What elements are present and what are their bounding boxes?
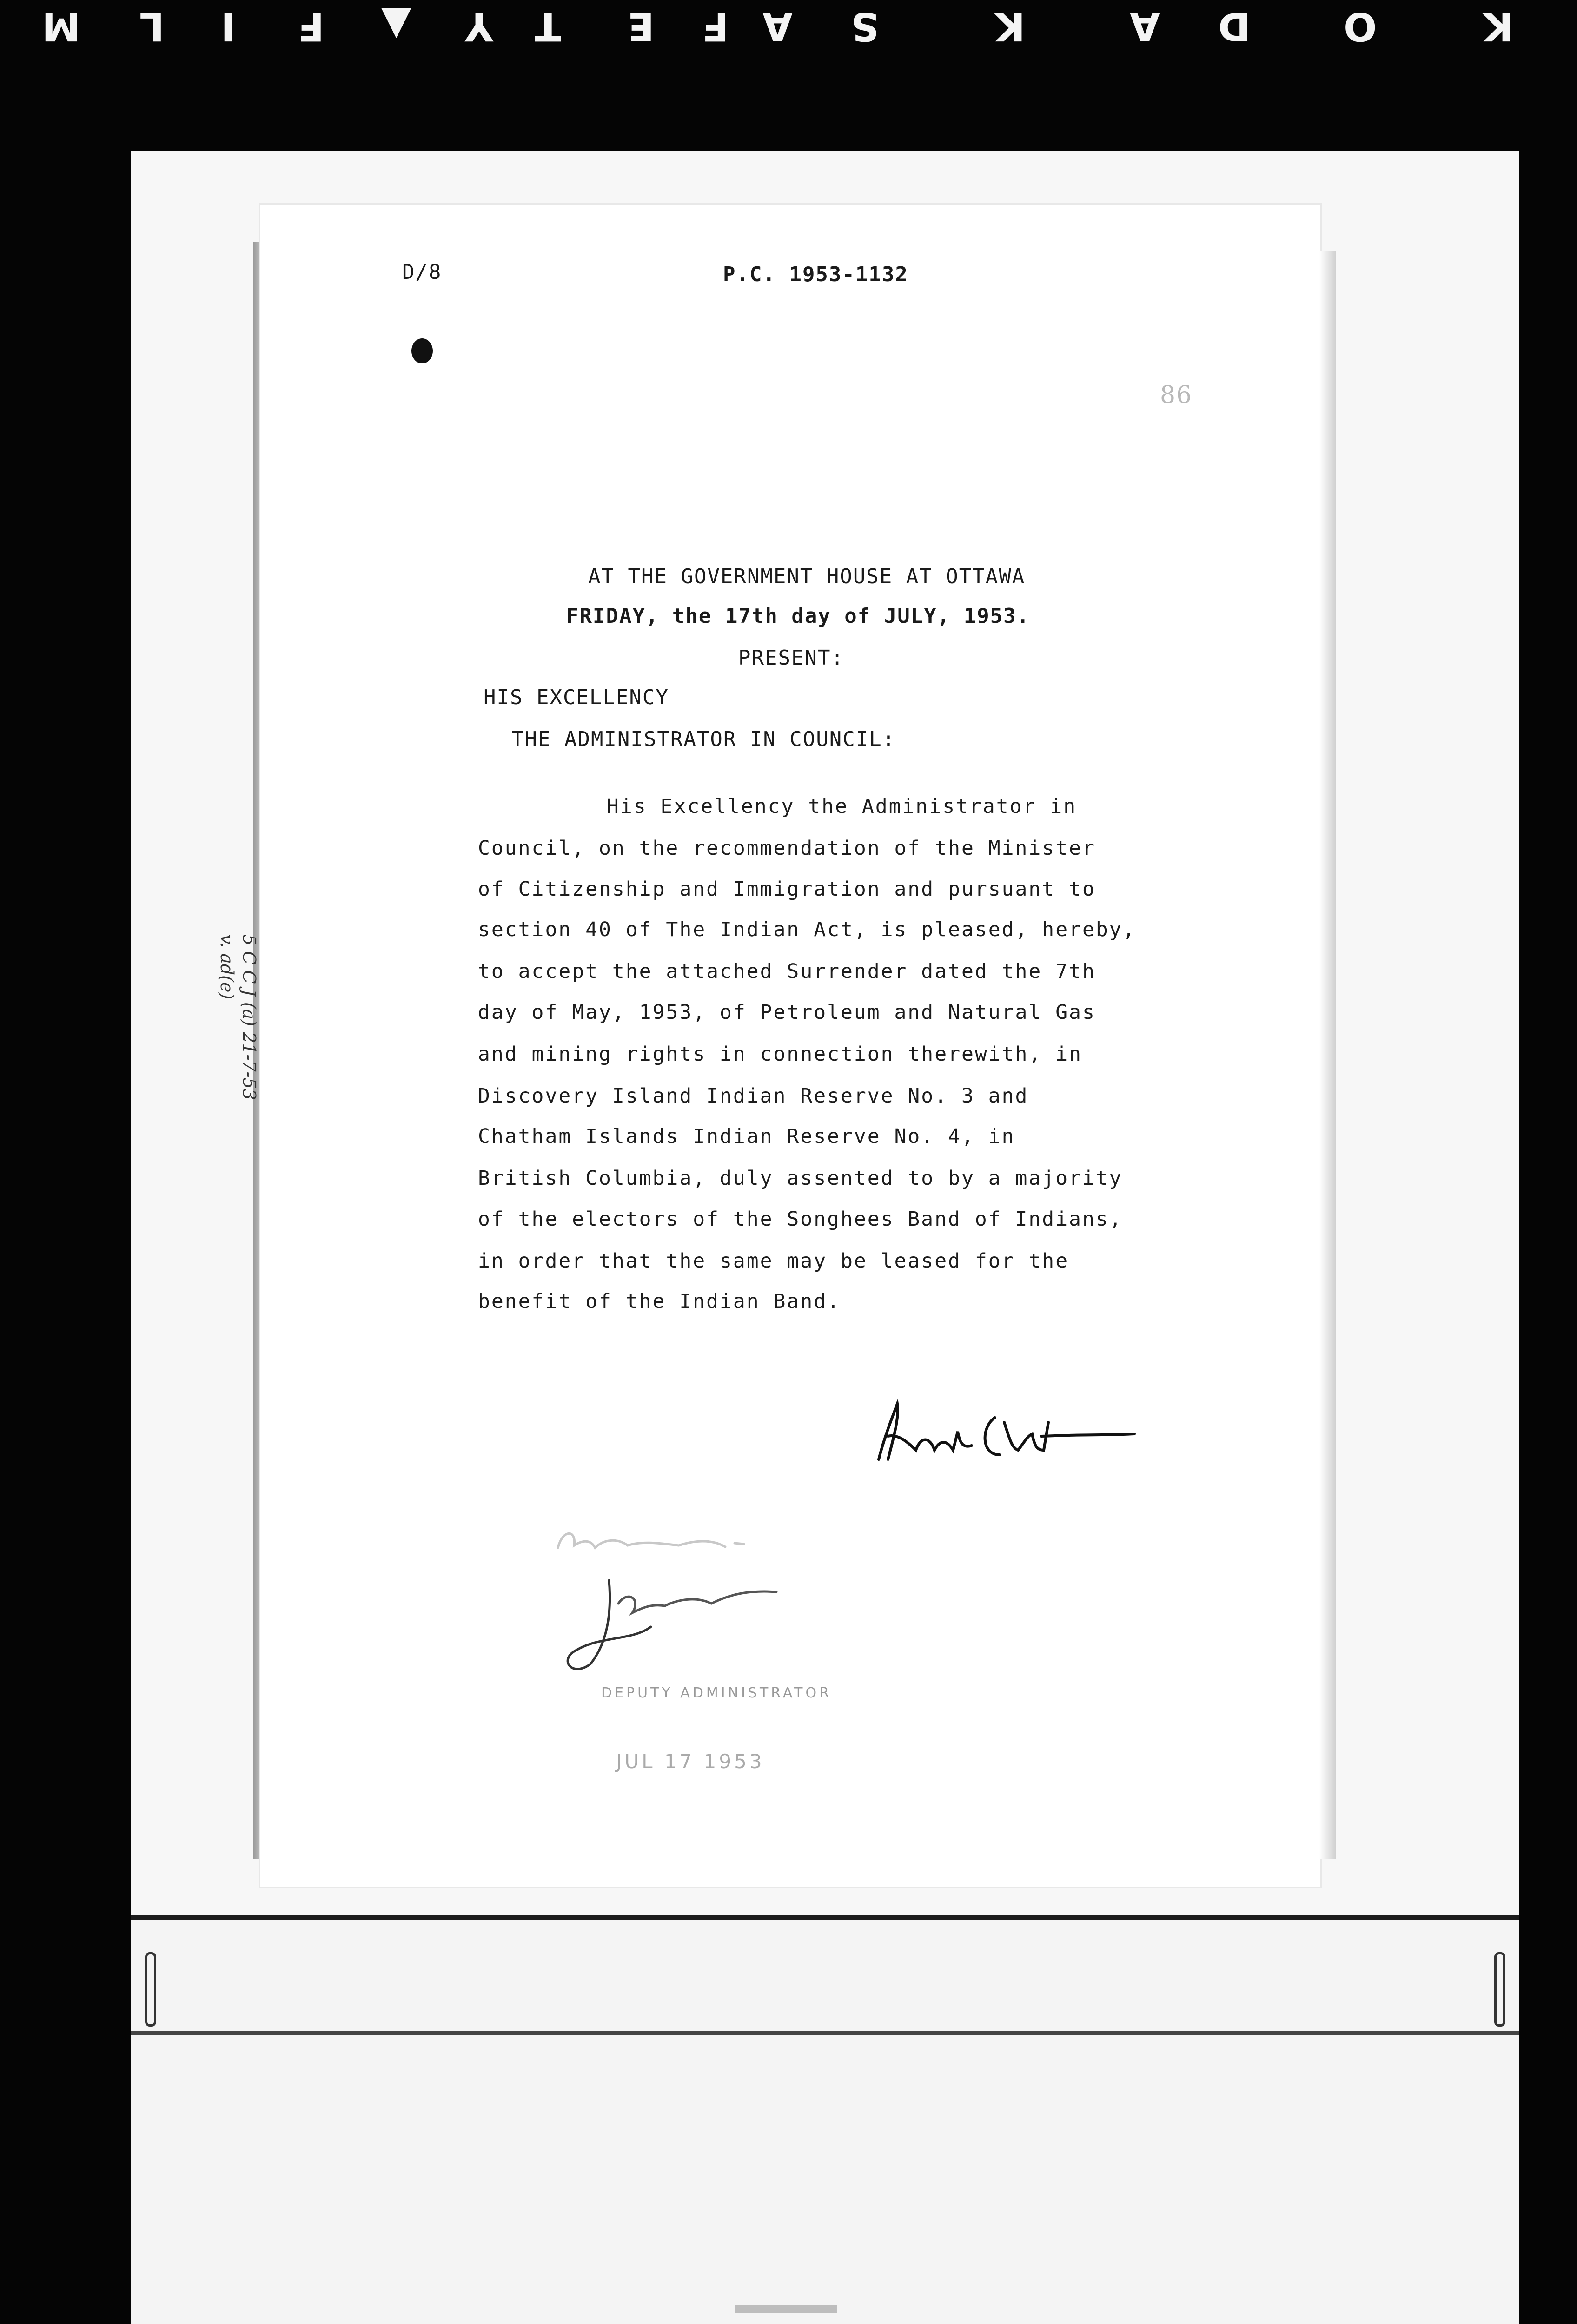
margin-note-line: v. ad(e) — [217, 934, 237, 1000]
film-letter: F — [298, 4, 325, 49]
page-number: 86 — [1160, 381, 1193, 409]
body-line: His Excellency the Administrator in — [607, 795, 1077, 818]
film-letter: I — [221, 4, 236, 49]
page-edge-shadow-right — [1319, 251, 1336, 1859]
strip-divider — [131, 2031, 1519, 2035]
body-line: and mining rights in connection therewith, in — [478, 1043, 1082, 1066]
deputy-administrator-stamp: DEPUTY ADMINISTRATOR — [601, 1685, 832, 1701]
approved-stamp-scrawl — [549, 1520, 753, 1562]
body-line: day of May, 1953, of Petroleum and Natural Gas — [478, 1001, 1096, 1024]
film-letter: K — [995, 4, 1026, 49]
body-line: of the electors of the Songhees Band of Indians, — [478, 1208, 1123, 1231]
film-letter: Y — [465, 4, 493, 49]
film-letter: D — [1218, 4, 1251, 49]
film-letter: S — [851, 4, 879, 49]
margin-pencil-note — [216, 934, 260, 1100]
body-line: to accept the attached Surrender dated the 7th — [478, 960, 1096, 983]
heading-location: AT THE GOVERNMENT HOUSE AT OTTAWA — [588, 565, 1026, 588]
order-number: P.C. 1953-1132 — [723, 263, 908, 286]
mount-strip — [131, 1915, 1519, 2324]
film-letter: T — [535, 4, 562, 49]
heading-date: FRIDAY, the 17th day of JULY, 1953. — [566, 604, 1030, 628]
film-letter: F — [702, 4, 729, 49]
strip-notch-left — [145, 1952, 156, 2027]
film-edge-text — [0, 0, 1577, 60]
film-letter: K — [1483, 4, 1514, 49]
film-letter: ▲ — [381, 4, 411, 49]
body-line: in order that the same may be leased for the — [478, 1249, 1069, 1273]
administrator-signature — [865, 1390, 1144, 1469]
film-letter: A — [762, 4, 793, 49]
body-line: benefit of the Indian Band. — [478, 1290, 841, 1313]
ink-blot — [411, 338, 433, 363]
body-line: of Citizenship and Immigration and pursuant to — [478, 878, 1096, 901]
film-letter: E — [628, 4, 655, 49]
date-stamp: JUL 17 1953 — [616, 1750, 765, 1773]
film-letter: M — [42, 4, 81, 49]
body-line: section 40 of The Indian Act, is pleased, hereby, — [478, 918, 1136, 941]
strip-notch-right — [1494, 1952, 1505, 2027]
body-line: British Columbia, duly assented to by a majority — [478, 1167, 1123, 1190]
body-line: Council, on the recommendation of the Minister — [478, 837, 1096, 860]
deputy-signature — [558, 1571, 800, 1678]
margin-note-line: 5 C C J (a) 21-7-53 — [239, 934, 259, 1100]
body-line: Discovery Island Indian Reserve No. 3 and — [478, 1084, 1029, 1108]
addressee-line-1: HIS EXCELLENCY — [484, 686, 669, 709]
film-letter: A — [1130, 4, 1160, 49]
file-reference: D/8 — [402, 260, 442, 284]
addressee-line-2: THE ADMINISTRATOR IN COUNCIL: — [511, 727, 896, 751]
body-line: Chatham Islands Indian Reserve No. 4, in — [478, 1125, 1015, 1148]
present-label: PRESENT: — [738, 646, 844, 670]
scan-speck — [735, 2305, 837, 2313]
film-letter: L — [139, 4, 165, 49]
film-letter: O — [1344, 4, 1377, 49]
